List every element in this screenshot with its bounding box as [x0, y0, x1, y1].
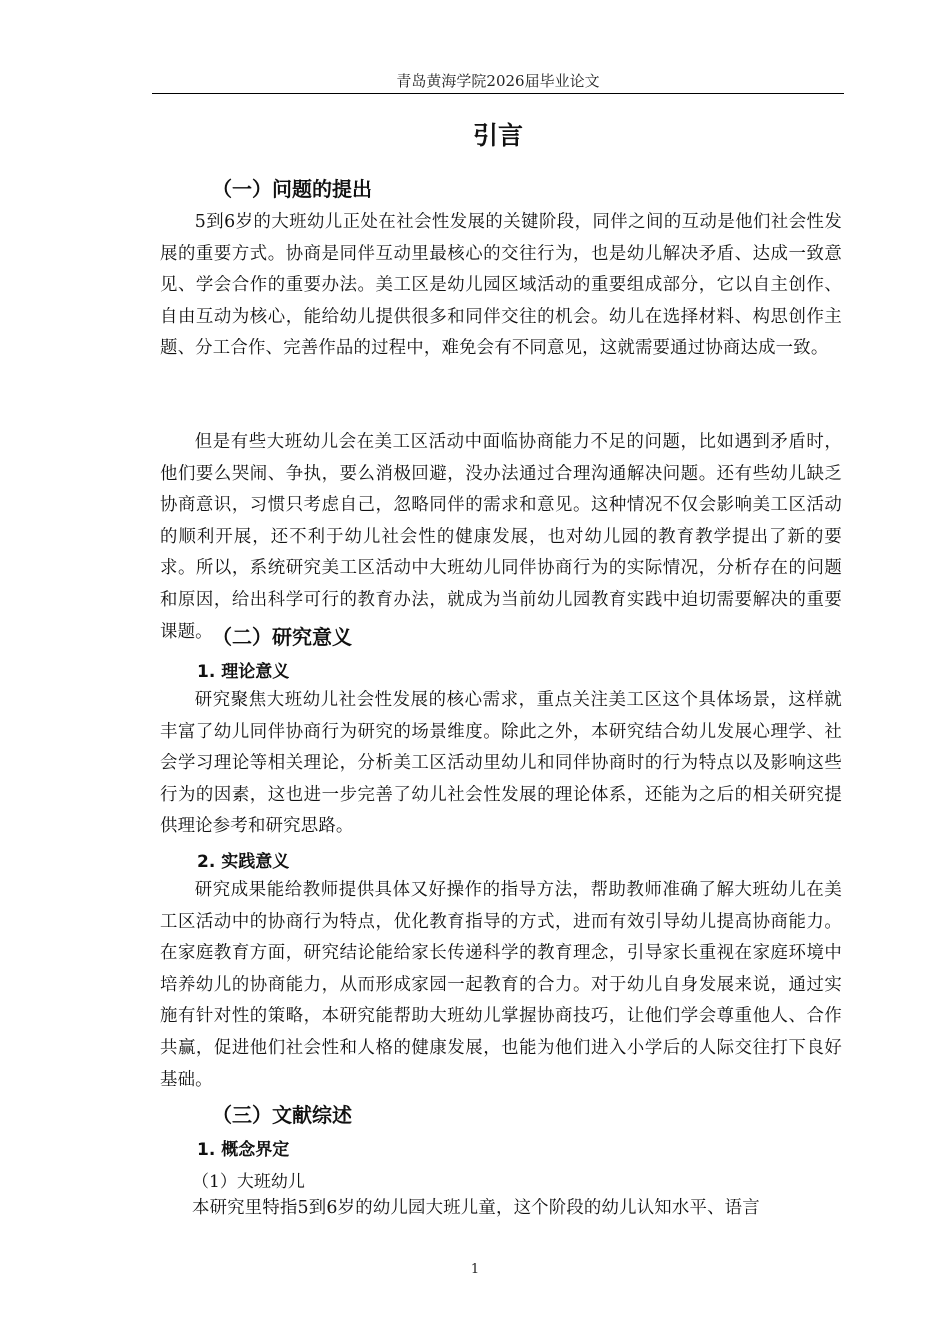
item-heading-senior-class: （1）大班幼儿: [192, 1172, 305, 1192]
paragraph-senior-class: 本研究里特指5到6岁的幼儿园大班儿童，这个阶段的幼儿认知水平、语言: [192, 1198, 760, 1218]
page-title: 引言: [472, 121, 523, 150]
running-header: 青岛黄海学院2026届毕业论文: [396, 72, 600, 90]
section-heading-problem: （一）问题的提出: [212, 177, 372, 201]
page-number: 1: [470, 1262, 480, 1277]
subheading-concepts: 1. 概念界定: [197, 1140, 290, 1160]
header-rule: [152, 93, 844, 94]
paragraph-problem-1: 5到6岁的大班幼儿正处在社会性发展的关键阶段，同伴之间的互动是他们社会性发展的重要方式。协商是同伴互动里最核心的交往行为，也是幼儿解决矛盾、达成一致意见、学会合作的重要办法。美工区是幼儿园区域活动的重要组成部分，它以自主创作、自由互动为核心，能给幼儿提供很多和同伴交往的机会。幼儿在选择材料、构思创作主题、分工合作、完善作品的过程中，难免会有不同意见，这就需要通过协商达成一致。: [160, 212, 842, 359]
subheading-practical: 2. 实践意义: [197, 852, 290, 872]
section-heading-significance: （二）研究意义: [212, 625, 352, 649]
paragraph-problem-2: 但是有些大班幼儿会在美工区活动中面临协商能力不足的问题，比如遇到矛盾时，他们要么哭闹、争执，要么消极回避，没办法通过合理沟通解决问题。还有些幼儿缺乏协商意识，习惯只考虑自己，忽略同伴的需求和意见。这种情况不仅会影响美工区活动的顺利开展，还不利于幼儿社会性的健康发展，也对幼儿园的教育教学提出了新的要求。所以，系统研究美工区活动中大班幼儿同伴协商行为的实际情况，分析存在的问题和原因，给出科学可行的教育办法，就成为当前幼儿园教育实践中迫切需要解决的重要课题。: [160, 432, 842, 642]
paragraph-theoretical: 研究聚焦大班幼儿社会性发展的核心需求，重点关注美工区这个具体场景，这样就丰富了幼儿同伴协商行为研究的场景维度。除此之外，本研究结合幼儿发展心理学、社会学习理论等相关理论，分析美工区活动里幼儿和同伴协商时的行为特点以及影响这些行为的因素，这也进一步完善了幼儿社会性发展的理论体系，还能为之后的相关研究提供理论参考和研究思路。: [160, 690, 842, 837]
section-heading-literature: （三）文献综述: [212, 1103, 352, 1127]
paragraph-practical: 研究成果能给教师提供具体又好操作的指导方法，帮助教师准确了解大班幼儿在美工区活动中的协商行为特点，优化教育指导的方式，进而有效引导幼儿提高协商能力。在家庭教育方面，研究结论能给家长传递科学的教育理念，引导家长重视在家庭环境中培养幼儿的协商能力，从而形成家园一起教育的合力。对于幼儿自身发展来说，通过实施有针对性的策略，本研究能帮助大班幼儿掌握协商技巧，让他们学会尊重他人、合作共赢，促进他们社会性和人格的健康发展，也能为他们进入小学后的人际交往打下良好基础。: [160, 880, 842, 1090]
subheading-theoretical: 1. 理论意义: [197, 662, 290, 682]
